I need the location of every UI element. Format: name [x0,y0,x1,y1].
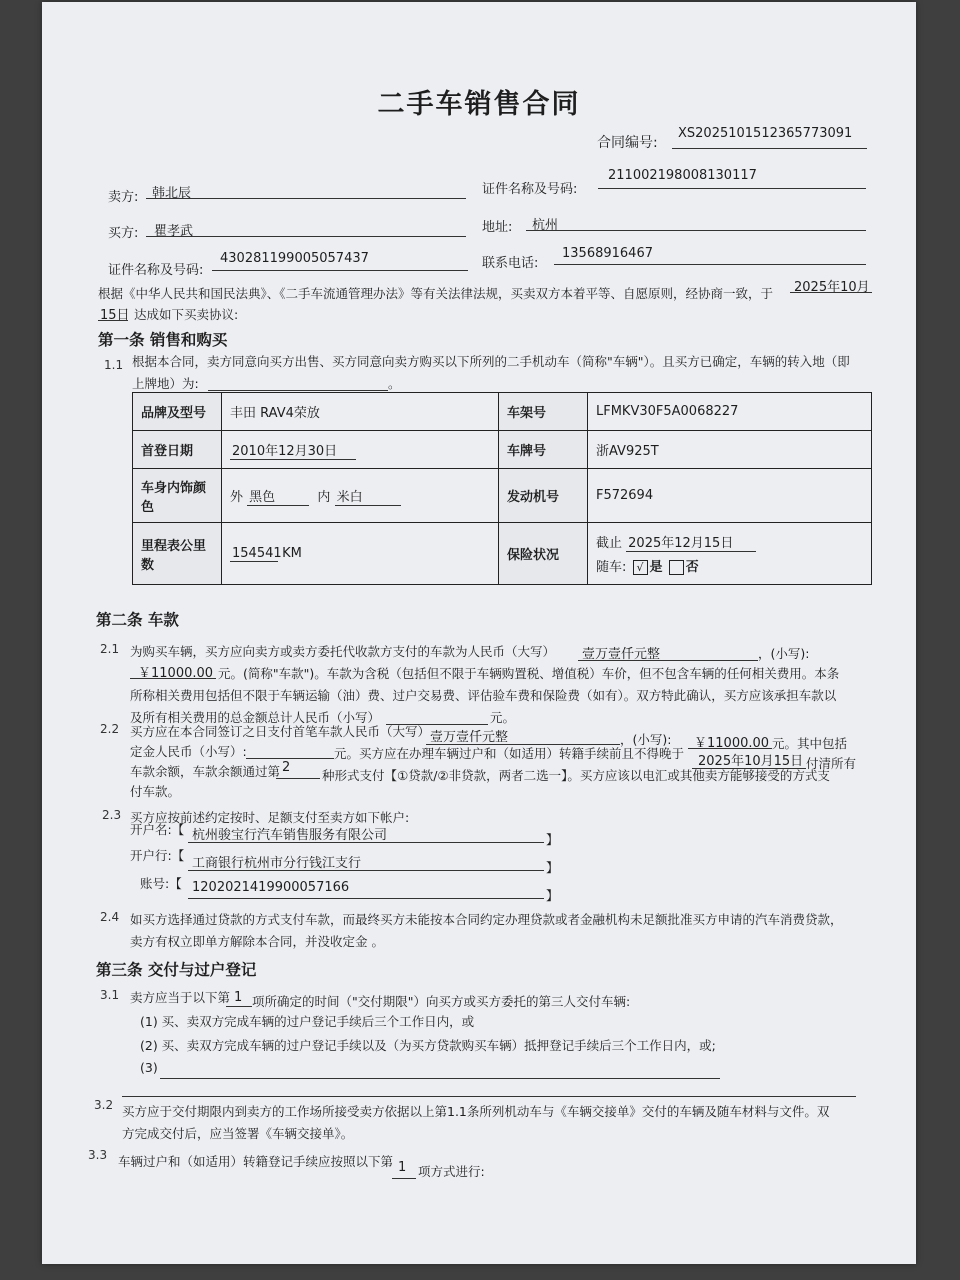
phone: 13568916467 [562,246,653,261]
mileage-cell [222,523,499,585]
table-row [133,431,872,469]
clause-number: 2.2 [100,722,120,736]
clause-2-1-text: 为购买车辆，买方应向卖方或卖方委托代收款方支付的车款为人民币（大写） [130,644,556,659]
phone-label: 联系电话: [482,256,539,271]
article-1-title: 第一条 销售和购买 [98,331,228,349]
account-name-label: 开户名:【 [130,822,185,837]
mileage-value: 154541 [232,545,282,561]
vin-value: LFMKV30F5A0068227 [588,393,872,431]
clause-3-3-text: 车辆过户和（如适用）转籍登记手续应按照以下第 [118,1154,394,1169]
first-payment-words: 壹万壹仟元整 [430,730,509,745]
clause-number: 2.3 [102,808,122,822]
underline [598,188,866,189]
contract-no-label: 合同编号: [597,135,658,151]
clause-number: 2.1 [100,642,120,656]
bracket-close: 】 [546,860,559,875]
seller-label: 卖方: [108,190,139,205]
article-3-title: 第三条 交付与过户登记 [96,961,257,979]
clause-2-1-text: 元。(简称"车款")。车款为含税（包括但不限于车辆购置税、增值税）车价，但不包含车辆的任何相关费用。本条 [218,666,840,681]
bracket-close: 】 [546,832,559,847]
account-bank-label: 开户行:【 [130,848,185,863]
clause-1-1-end: 。 [388,376,401,391]
clause-number: 1.1 [104,358,124,372]
mileage-unit: KM [282,545,302,561]
clause-number: 3.1 [100,988,120,1002]
underline [188,842,544,843]
underline [122,1096,856,1097]
insurance-label: 保险状况 [499,523,588,585]
underline [672,148,867,149]
buyer-id-label: 证件名称及号码: [108,263,204,278]
intro-text-end: 达成如下买卖协议: [134,307,239,322]
intro-date1: 2025年10月 [794,280,870,295]
price-in-digits: ￥11000.00 [138,666,214,681]
exterior-color: 黑色 [247,486,309,506]
clause-2-1-text: 及所有相关费用的总金额总计人民币（小写） [130,710,381,725]
with-car-label: 随车: [596,560,627,575]
small-label: ，(小写): [620,732,672,747]
first-reg-label: 首登日期 [133,431,222,469]
underline [526,230,866,231]
table-row [133,523,872,585]
seller-id: 211002198008130117 [608,168,757,183]
balance-deadline: 2025年10月15日 [698,754,804,769]
clause-number: 3.2 [94,1098,114,1112]
underline [276,778,320,779]
account-bank: 工商银行杭州市分行钱江支行 [192,856,362,871]
article-2-title: 第二条 车款 [96,611,179,629]
clause-3-1-item: (2) 买、卖双方完成车辆的过户登记手续以及（为买方贷款购买车辆）抵押登记手续后三个工作日内，或; [140,1038,716,1053]
contract-page [42,2,916,1264]
clause-2-2-text: 买方应在本合同签订之日支付首笔车款人民币（大写） [130,724,431,739]
color-label: 车身内饰颜色 [133,469,222,523]
table-row [133,469,872,523]
yes-label: 是 [649,560,663,575]
bracket-close: 】 [546,888,559,903]
clause-2-2-text: 元。买方应在办理车辆过户和（如适用）转籍手续前且不得晚于 [334,746,685,761]
account-no-label: 账号:【 [140,876,182,891]
seller-id-label: 证件名称及号码: [482,182,578,197]
engine-value: F572694 [588,469,872,523]
underline [246,758,334,759]
plate-value: 浙AV925T [588,431,872,469]
underline [212,270,468,271]
underline [226,1006,252,1007]
insurance-cell [588,523,872,585]
underline [188,870,544,871]
brand-label: 品牌及型号 [133,393,222,431]
clause-2-2-text: 种形式支付【①贷款/②非贷款，两者二选一】。买方应该以电汇或其他卖方能够接受的方式支 [322,768,830,783]
address-label: 地址: [482,220,513,235]
clause-3-1-text: 卖方应当于以下第 [130,990,231,1005]
contract-no: XS2025101512365773091 [678,126,853,141]
clause-3-2-text: 买方应于交付期限内到卖方的工作场所接受卖方依据以上第1.1条所列机动车与《车辆交接单》交付的车辆及随车材料与文件。双 [122,1104,830,1119]
clause-2-2-text: 定金人民币（小写）: [130,744,247,759]
clause-2-1-text: 所称相关费用包括但不限于车辆运输（油）费、过户交易费、评估验车费和保险费（如有）。双方特此确认，买方应该承担车款以 [130,688,837,703]
first-reg-cell [222,431,499,469]
buyer-label: 买方: [108,226,139,241]
interior-color: 米白 [335,486,401,506]
delivery-option-no: 1 [234,990,243,1005]
clause-2-3-text: 买方应按前述约定按时、足额支付至卖方如下帐户: [130,810,410,825]
clause-2-1-end: 元。 [490,710,516,725]
underline [688,748,772,749]
vehicle-table [132,392,872,585]
underline [208,390,388,391]
account-name: 杭州骏宝行汽车销售服务有限公司 [192,828,388,843]
insurance-date: 2025年12月15日 [626,532,756,552]
clause-number: 3.3 [88,1148,108,1162]
clause-2-2-text: 元。其中包括 [772,736,848,751]
clause-2-4-text: 卖方有权立即单方解除本合同，并没收定金 。 [130,934,384,949]
underline [130,678,216,679]
clause-2-4-text: 如买方选择通过贷款的方式支付车款，而最终买方未能按本合同约定办理贷款或者金融机构未足额批准买方申请的汽车消费贷款， [130,912,843,927]
seller-name: 韩北辰 [152,186,192,201]
clause-3-1-text: 项所确定的时间（"交付期限"）向买方或买方委托的第三人交付车辆: [252,994,631,1009]
clause-3-1-item: (3) [140,1060,158,1075]
buyer-name: 瞿孝武 [154,224,194,239]
mileage-label: 里程表公里数 [133,523,222,585]
clause-2-2-text: 付车款。 [130,784,181,799]
clause-3-1-item: (1) 买、卖双方完成车辆的过户登记手续后三个工作日内，或 [140,1014,475,1029]
transfer-option-no: 1 [398,1160,407,1175]
underline [790,292,872,293]
page-title: 二手车销售合同 [377,89,581,120]
engine-label: 发动机号 [499,469,588,523]
insurance-line [596,532,863,552]
yes-checkbox[interactable]: √ [633,560,648,575]
color-cell [222,469,499,523]
no-label: 否 [685,560,699,575]
underline [554,264,866,265]
account-no: 1202021419900057166 [192,880,350,895]
exterior-prefix: 外 [230,489,244,505]
first-payment-digits: ￥11000.00 [694,736,770,751]
underline [160,1078,720,1079]
clause-3-2-text: 方完成交付后，应当签署《车辆交接单》。 [122,1126,354,1141]
vin-label: 车架号 [499,393,588,431]
clause-number: 2.4 [100,910,120,924]
small-label: ，(小写): [758,646,810,661]
buyer-id: 430281199005057437 [220,251,369,266]
plate-label: 车牌号 [499,431,588,469]
no-checkbox[interactable] [669,560,684,575]
interior-prefix: 内 [317,489,331,505]
intro-date2: 15日 [100,308,130,323]
clause-1-1-text: 上牌地）为: [132,376,199,391]
underline [392,1178,416,1179]
clause-1-1-text: 根据本合同，卖方同意向买方出售、买方同意向卖方购买以下所列的二手机动车（简称"车辆"）。且买方已确定，车辆的转入地（即 [132,354,850,369]
price-in-words: 壹万壹仟元整 [582,647,661,662]
clause-3-3-text: 项方式进行: [418,1164,485,1179]
payment-method-no: 2 [282,760,291,775]
underline [188,898,544,899]
clause-2-2-text: 车款余额，车款余额通过第 [130,764,281,779]
intro-text: 根据《中华人民共和国民法典》、《二手车流通管理办法》等有关法律法规，买卖双方本着平等、自愿原则，经协商一致，于 [98,286,774,301]
table-row [133,393,872,431]
underline [146,236,466,237]
insurance-prefix: 截止 [596,536,623,551]
underline [98,320,128,321]
clause-2-2-text: 付清所有 [806,756,857,771]
first-reg-value: 2010年12月30日 [230,440,356,460]
underline [578,660,758,661]
brand-value: 丰田 RAV4荣放 [222,393,499,431]
address: 杭州 [532,218,559,233]
underline [146,198,466,199]
with-car-line [596,556,863,575]
